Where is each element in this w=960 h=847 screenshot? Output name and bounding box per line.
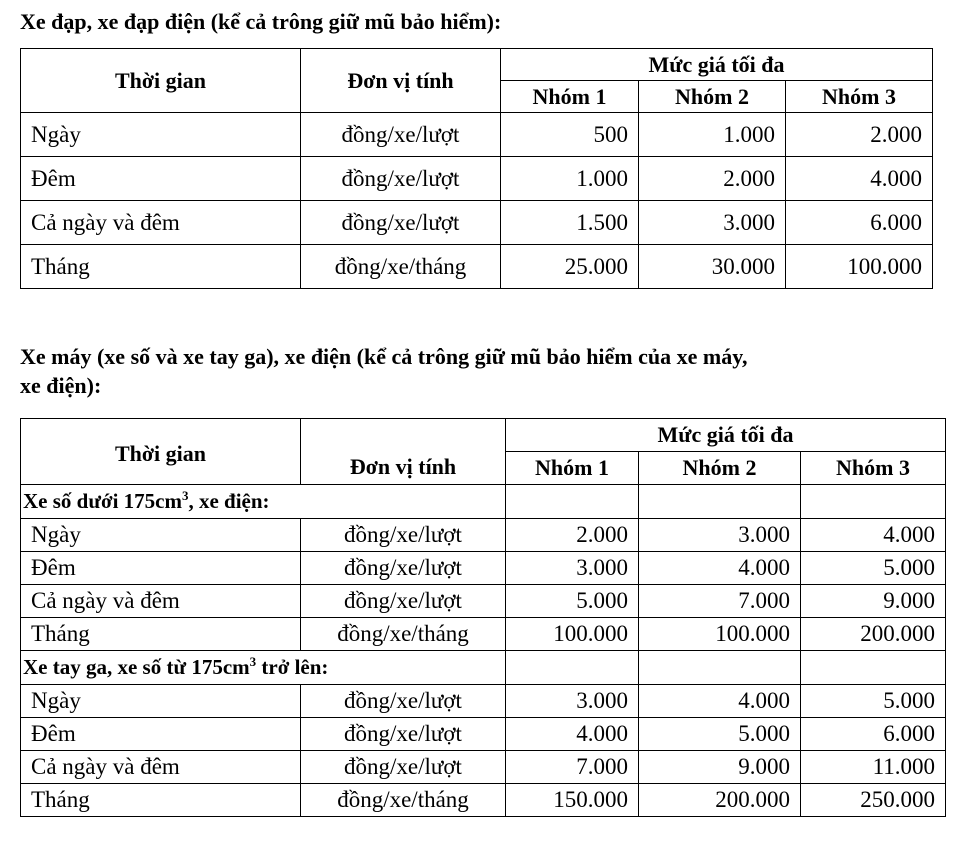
table-row (21, 201, 933, 245)
header-group3: Nhóm 3 (786, 81, 933, 113)
header-time: Thời gian (21, 49, 301, 113)
cell-time: Đêm (21, 718, 301, 751)
cell-group1: 5.000 (506, 585, 639, 618)
cell-group3: 5.000 (801, 685, 946, 718)
section2-heading-line1: Xe máy (xe số và xe tay ga), xe điện (kể cả trông giữ mũ bảo hiểm của xe máy, (20, 344, 748, 369)
cell-group2: 100.000 (639, 618, 801, 651)
table-row (21, 784, 946, 817)
cell-group2: 9.000 (639, 751, 801, 784)
cell-group1: 150.000 (506, 784, 639, 817)
table-row (21, 519, 946, 552)
cell-group3: 4.000 (801, 519, 946, 552)
cell-group1: 25.000 (501, 245, 639, 289)
cell-time: Cả ngày và đêm (21, 585, 301, 618)
cell-group2: 200.000 (639, 784, 801, 817)
cell-unit: đồng/xe/lượt (301, 585, 506, 618)
section2-heading-line2: xe điện): (20, 373, 102, 398)
table-row (21, 585, 946, 618)
cell-unit: đồng/xe/lượt (301, 157, 501, 201)
cell-group3: 11.000 (801, 751, 946, 784)
cell-unit: đồng/xe/tháng (301, 245, 501, 289)
table-row (21, 718, 946, 751)
bicycle-price-table (20, 48, 933, 289)
table-row (21, 618, 946, 651)
table-row (21, 245, 933, 289)
cell-time: Tháng (21, 618, 301, 651)
cell-group2: 2.000 (639, 157, 786, 201)
cell-time: Tháng (21, 245, 301, 289)
cell-group2: 30.000 (639, 245, 786, 289)
cell-unit: đồng/xe/tháng (301, 784, 506, 817)
cell-group3: 6.000 (801, 718, 946, 751)
cell-group3: 6.000 (786, 201, 933, 245)
cell-group1: 3.000 (506, 552, 639, 585)
cell-unit: đồng/xe/lượt (301, 685, 506, 718)
cell-group1: 3.000 (506, 685, 639, 718)
category-title: Xe số dưới $175cm^3$, xe điện: (21, 485, 506, 519)
cell-group2: 7.000 (639, 585, 801, 618)
motorbike-price-table (20, 418, 946, 817)
cell-unit: đồng/xe/lượt (301, 113, 501, 157)
cell-group2: 4.000 (639, 685, 801, 718)
header-group1: Nhóm 1 (506, 452, 639, 485)
cell-time: Ngày (21, 519, 301, 552)
cell-time: Tháng (21, 784, 301, 817)
header-time: Thời gian (21, 419, 301, 485)
cell-group3: 4.000 (786, 157, 933, 201)
cell-unit: đồng/xe/lượt (301, 552, 506, 585)
cell-group3: 100.000 (786, 245, 933, 289)
cell-group1: 500 (501, 113, 639, 157)
cell-group1: 4.000 (506, 718, 639, 751)
cell-group1: 2.000 (506, 519, 639, 552)
cell-time: Cả ngày và đêm (21, 201, 301, 245)
header-group1: Nhóm 1 (501, 81, 639, 113)
cell-group2: 4.000 (639, 552, 801, 585)
header-unit: Đơn vị tính (301, 49, 501, 113)
table-row (21, 157, 933, 201)
cell-group1: 1.500 (501, 201, 639, 245)
cell-group3: 9.000 (801, 585, 946, 618)
header-group3: Nhóm 3 (801, 452, 946, 485)
cell-group2: 3.000 (639, 519, 801, 552)
cell-group3: 200.000 (801, 618, 946, 651)
cell-time: Ngày (21, 685, 301, 718)
table-row (21, 751, 946, 784)
header-max-price: Mức giá tối đa (506, 419, 946, 452)
category-row (21, 485, 946, 519)
cell-unit: đồng/xe/lượt (301, 718, 506, 751)
cell-group1: 1.000 (501, 157, 639, 201)
cell-unit: đồng/xe/tháng (301, 618, 506, 651)
cell-group2: 3.000 (639, 201, 786, 245)
cell-unit: đồng/xe/lượt (301, 201, 501, 245)
cell-unit: đồng/xe/lượt (301, 519, 506, 552)
header-group2: Nhóm 2 (639, 452, 801, 485)
table-row (21, 685, 946, 718)
header-unit: Đơn vị tính (301, 419, 506, 485)
cell-group2: 1.000 (639, 113, 786, 157)
cell-group1: 7.000 (506, 751, 639, 784)
cell-group1: 100.000 (506, 618, 639, 651)
cell-time: Ngày (21, 113, 301, 157)
cell-time: Cả ngày và đêm (21, 751, 301, 784)
cell-group3: 2.000 (786, 113, 933, 157)
cell-time: Đêm (21, 157, 301, 201)
category-row (21, 651, 946, 685)
table-row (21, 113, 933, 157)
table-row (21, 552, 946, 585)
header-group2: Nhóm 2 (639, 81, 786, 113)
cell-group2: 5.000 (639, 718, 801, 751)
cell-group3: 5.000 (801, 552, 946, 585)
header-max-price: Mức giá tối đa (501, 49, 933, 81)
cell-group3: 250.000 (801, 784, 946, 817)
category-title: Xe tay ga, xe số từ $175cm^3$ trở lên: (21, 651, 506, 685)
cell-unit: đồng/xe/lượt (301, 751, 506, 784)
cell-time: Đêm (21, 552, 301, 585)
section1-heading: Xe đạp, xe đạp điện (kể cả trông giữ mũ bảo hiểm): (20, 9, 502, 34)
